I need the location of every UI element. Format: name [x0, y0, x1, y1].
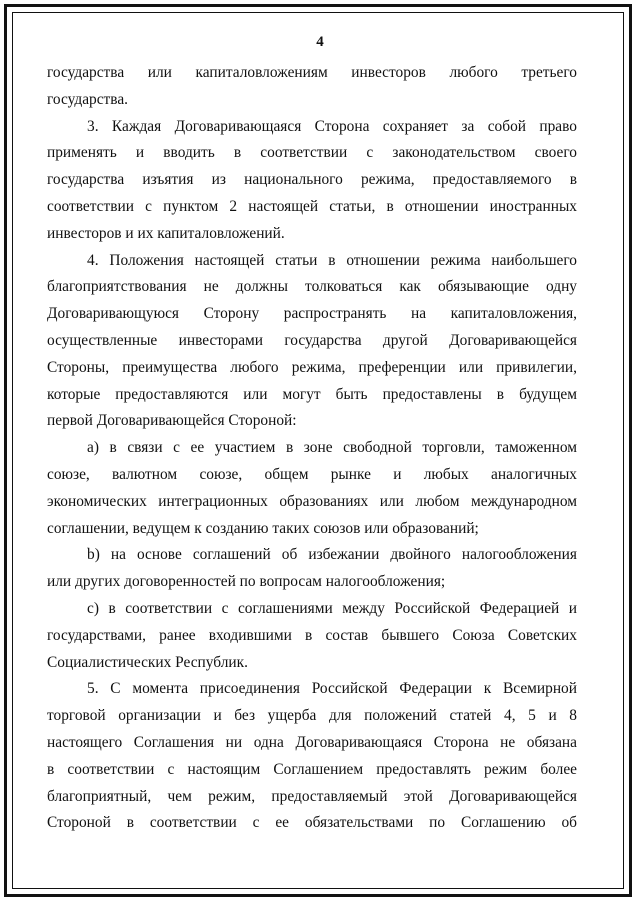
text-line: Социалистических Республик.	[47, 653, 248, 671]
document-body	[47, 60, 577, 837]
text-line: государствами, ранее входившими в состав бывшего Союза Советских	[47, 626, 577, 644]
text-line: государства.	[47, 90, 129, 108]
text-line: применять и вводить в соответствии с законодательством своего	[47, 144, 577, 162]
text-line: торговой организации и без ущерба для положений статей 4, 5 и 8	[47, 707, 577, 725]
text-line: экономических интеграционных образованиях или любом международном	[47, 492, 577, 510]
text-line: союзе, валютном союзе, общем рынке и любых аналогичных	[47, 465, 577, 483]
text-line: которые предоставляются или могут быть предоставлены в будущем	[47, 385, 577, 403]
text-line: государства изъятия из национального режима, предоставляемого в	[47, 171, 577, 189]
text-line: инвесторов и их капиталовложений.	[47, 224, 285, 242]
text-line: государства или капиталовложениям инвесторов любого третьего	[47, 64, 577, 81]
text-line: соответствии с пунктом 2 настоящей статьи, в отношении иностранных	[47, 197, 577, 215]
text-line: Договаривающуюся Сторону распространять на капиталовложения,	[47, 305, 577, 323]
text-line: b) на основе соглашений об избежании двойного налогообложения	[87, 546, 577, 564]
text-line: осуществленные инвесторами государства другой Договаривающейся	[47, 331, 577, 349]
text-line: с) в соответствии с соглашениями между Российской Федерацией и	[87, 599, 577, 617]
text-line: 4. Положения настоящей статьи в отношении режима наибольшего	[87, 251, 577, 269]
text-line: благоприятствования не должны толковаться как обязывающие одну	[47, 278, 577, 296]
text-line: 5. С момента присоединения Российской Федерации к Всемирной	[87, 680, 577, 698]
text-line: или других договоренностей по вопросам налогообложения;	[47, 573, 446, 591]
page-number: 4	[316, 34, 324, 50]
text-line: а) в связи с ее участием в зоне свободной торговли, таможенном	[87, 439, 577, 457]
text-line: благоприятный, чем режим, предоставляемый этой Договаривающейся	[47, 787, 577, 805]
text-line: настоящего Соглашения ни одна Договаривающаяся Сторона не обязана	[47, 733, 577, 751]
text-line: Стороны, преимущества любого режима, преференции или привилегии,	[47, 358, 577, 376]
text-line: Стороной в соответствии с ее обязательствами по Соглашению об	[47, 814, 577, 832]
text-line: 3. Каждая Договаривающаяся Сторона сохраняет за собой право	[87, 117, 577, 135]
text-line: соглашении, ведущем к созданию таких союзов или образований;	[47, 519, 479, 537]
text-line: в соответствии с настоящим Соглашением предоставлять режим более	[47, 760, 577, 778]
text-line: первой Договаривающейся Стороной:	[47, 412, 297, 430]
